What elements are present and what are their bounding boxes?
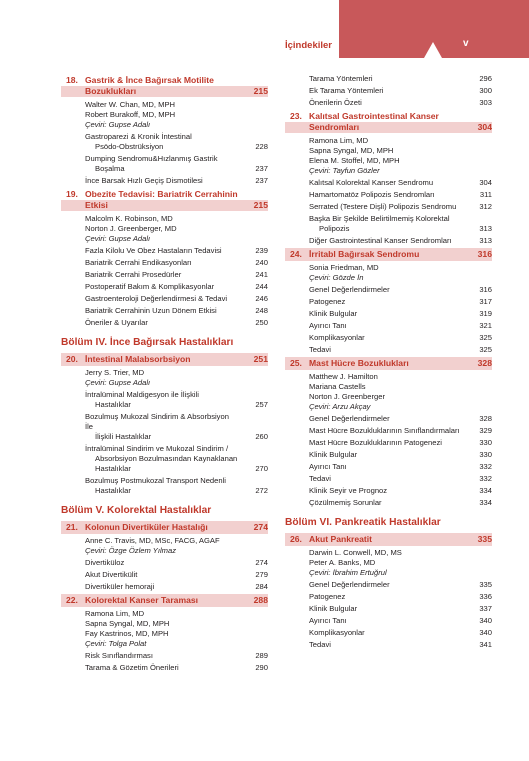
toc-entry[interactable] [285, 592, 492, 602]
author-name: Robert Burakoff, MD, MPH [85, 110, 176, 119]
entry-page: 272 [255, 486, 268, 495]
chapter-title-line: Kolorektal Kanser Taraması [85, 595, 199, 605]
entry-title-line: Klinik Bulgular [309, 309, 358, 318]
entry-title [309, 438, 462, 448]
entry-page: 330 [479, 438, 492, 447]
chapter-page: 215 [253, 86, 268, 96]
entry-title-line: Kalıtsal Kolorektal Kanser Sendromu [309, 178, 434, 187]
chapter-title-line: Gastrik & İnce Bağırsak Motilite [85, 75, 214, 85]
toc-entry[interactable] [61, 246, 268, 256]
chapter-authors [61, 100, 268, 130]
entry-title-line: İntralüminal Sindirim ve Mukozal Sindirim / [85, 444, 229, 453]
entry-page: 335 [479, 580, 492, 589]
chapter-title [309, 249, 464, 260]
author-name: Jerry S. Trier, MD [85, 368, 145, 377]
entry-title-line: Önerilerin Özeti [309, 98, 362, 107]
entry-title [309, 309, 462, 319]
chapter-number: 18. [66, 75, 78, 85]
entry-page: 312 [479, 202, 492, 211]
chapter-number: 21. [66, 522, 78, 532]
chapter-page: 288 [253, 595, 268, 605]
entry-title [85, 570, 238, 580]
chapter-page: 304 [477, 122, 492, 132]
entry-title-line: Genel Değerlendirmeler [309, 285, 390, 294]
toc-entry[interactable] [61, 132, 268, 152]
entry-title [85, 306, 238, 316]
translator-name: Çeviri: Arzu Akçay [309, 402, 371, 411]
entry-page: 311 [479, 190, 492, 199]
entry-title-line: Mast Hücre Bozukluklarının Sınıflandırmaları [309, 426, 460, 435]
entry-title-line: Divertiküloz [85, 558, 125, 567]
entry-title-line: Klinik Bulgular [309, 604, 358, 613]
entry-title [309, 426, 462, 436]
entry-page: 329 [479, 426, 492, 435]
toc-entry[interactable] [285, 321, 492, 331]
page-number: v [463, 38, 469, 49]
entry-page: 316 [479, 285, 492, 294]
entry-title [309, 178, 462, 188]
entry-title-line: Hastalıklar [95, 486, 131, 495]
chapter-title [85, 522, 240, 533]
entry-title [309, 486, 462, 496]
entry-title-line: Hamartomatöz Polipozis Sendromları [309, 190, 435, 199]
toc-entry[interactable] [61, 306, 268, 316]
entry-page: 241 [255, 270, 268, 279]
entry-page: 328 [479, 414, 492, 423]
entry-title [85, 663, 238, 673]
toc-entry[interactable] [61, 294, 268, 304]
header-triangle-decoration [424, 42, 442, 58]
translator-name: Çeviri: Gupse Adalı [85, 378, 151, 387]
entry-title [85, 294, 238, 304]
toc-entry[interactable] [285, 214, 492, 234]
entry-title [85, 258, 238, 268]
entry-title-line: Komplikasyonlar [309, 333, 365, 342]
entry-page: 270 [255, 464, 268, 473]
entry-title [85, 132, 238, 152]
toc-entry[interactable] [285, 426, 492, 436]
chapter-heading[interactable] [61, 188, 268, 212]
toc-entry[interactable] [285, 580, 492, 590]
part-heading: Bölüm V. Kolorektal Hastalıklar [61, 505, 212, 516]
author-name: Anne C. Travis, MD, MSc, FACG, AGAF [85, 536, 220, 545]
entry-title-line: Ayırıcı Tanı [309, 321, 347, 330]
author-name: Norton J. Greenberger, MD [85, 224, 177, 233]
chapter-title [309, 358, 464, 369]
toc-entry[interactable] [285, 86, 492, 96]
entry-page: 340 [479, 616, 492, 625]
translator-name: Çeviri: Gupse Adalı [85, 120, 151, 129]
chapter-number: 26. [290, 534, 302, 544]
chapter-number: 23. [290, 111, 302, 121]
entry-page: 248 [255, 306, 268, 315]
entry-page: 303 [479, 98, 492, 107]
entry-title-line: Ek Tarama Yöntemleri [309, 86, 384, 95]
entry-title [309, 333, 462, 343]
toc-entry[interactable] [285, 498, 492, 508]
header-title: İçindekiler [285, 40, 332, 51]
entry-title-line: İntralüminal Maldigesyon ile İlişkili [85, 390, 199, 399]
entry-title [309, 74, 462, 84]
toc-entry[interactable] [61, 570, 268, 580]
entry-page: 257 [255, 400, 268, 409]
part-heading: Bölüm VI. Pankreatik Hastalıklar [285, 517, 441, 528]
entry-title [85, 390, 238, 410]
toc-entry[interactable] [285, 628, 492, 638]
chapter-authors [61, 214, 268, 244]
entry-title-line: Tedavi [309, 345, 331, 354]
entry-title [309, 604, 462, 614]
entry-page: 228 [255, 142, 268, 151]
toc-entry[interactable] [285, 414, 492, 424]
part-heading: Bölüm IV. İnce Bağırsak Hastalıkları [61, 337, 234, 348]
entry-title [309, 616, 462, 626]
entry-title [309, 321, 462, 331]
entry-title-line: Risk Sınıflandırması [85, 651, 153, 660]
author-name: Ramona Lim, MD [309, 136, 369, 145]
entry-title [85, 558, 238, 568]
entry-page: 325 [479, 333, 492, 342]
author-name: Norton J. Greenberger [309, 392, 385, 401]
entry-title [309, 214, 462, 234]
entry-page: 321 [479, 321, 492, 330]
chapter-authors [61, 536, 268, 556]
entry-title [309, 628, 462, 638]
chapter-title-line: Mast Hücre Bozuklukları [309, 358, 409, 368]
entry-title [85, 246, 238, 256]
entry-title [85, 582, 238, 592]
toc-entry[interactable] [285, 309, 492, 319]
chapter-number: 24. [290, 249, 302, 259]
author-name: Fay Kastrinos, MD, MPH [85, 629, 169, 638]
chapter-title-line: İrritabl Bağırsak Sendromu [309, 249, 420, 259]
chapter-heading[interactable] [61, 353, 268, 366]
entry-title-line: Bozulmuş Mukozal Sindirim & Absorbsiyon İle [85, 412, 229, 431]
chapter-authors [61, 368, 268, 388]
chapter-heading[interactable] [285, 248, 492, 261]
toc-entry[interactable] [61, 282, 268, 292]
author-name: Elena M. Stoffel, MD, MPH [309, 156, 400, 165]
entry-page: 237 [255, 164, 268, 173]
chapter-authors [285, 263, 492, 283]
entry-title [309, 474, 462, 484]
entry-title-line: Çözülmemiş Sorunlar [309, 498, 382, 507]
entry-title [309, 580, 462, 590]
page-header [0, 0, 529, 58]
entry-page: 300 [479, 86, 492, 95]
chapter-number: 22. [66, 595, 78, 605]
entry-title-line: Tarama Yöntemleri [309, 74, 373, 83]
entry-page: 246 [255, 294, 268, 303]
toc-entry[interactable] [61, 476, 268, 496]
chapter-title-line: Obezite Tedavisi: Bariatrik Cerrahinin [85, 189, 238, 199]
toc-entry[interactable] [285, 616, 492, 626]
entry-title-line: Ayırıcı Tanı [309, 462, 347, 471]
chapter-heading[interactable] [285, 110, 492, 134]
translator-name: Çeviri: Tolga Polat [85, 639, 147, 648]
chapter-number: 25. [290, 358, 302, 368]
chapter-heading[interactable] [285, 533, 492, 546]
chapter-authors [285, 548, 492, 578]
translator-name: Çeviri: Gupse Adalı [85, 234, 151, 243]
entry-page: 341 [479, 640, 492, 649]
entry-title [85, 154, 238, 174]
entry-title-line: Tarama & Gözetim Önerileri [85, 663, 179, 672]
chapter-title-line: Akut Pankreatit [309, 534, 373, 544]
entry-title [309, 345, 462, 355]
chapter-heading[interactable] [61, 594, 268, 607]
chapter-number: 20. [66, 354, 78, 364]
author-name: Sapna Syngal, MD, MPH [85, 619, 170, 628]
entry-page: 330 [479, 450, 492, 459]
entry-title-line: Genel Değerlendirmeler [309, 414, 390, 423]
translator-name: Çeviri: Özge Özlem Yılmaz [85, 546, 177, 555]
entry-title-line: Divertiküler hemoraji [85, 582, 155, 591]
entry-page: 336 [479, 592, 492, 601]
entry-page: 237 [255, 176, 268, 185]
chapter-title [85, 75, 240, 97]
entry-page: 239 [255, 246, 268, 255]
toc-entry[interactable] [61, 318, 268, 328]
entry-title [309, 450, 462, 460]
entry-page: 325 [479, 345, 492, 354]
entry-page: 304 [479, 178, 492, 187]
toc-entry[interactable] [61, 390, 268, 410]
toc-entry[interactable] [285, 486, 492, 496]
entry-page: 332 [479, 462, 492, 471]
entry-title-line: Bozulmuş Postmukozal Transport Nedenli [85, 476, 226, 485]
toc-entry[interactable] [61, 176, 268, 186]
entry-page: 317 [479, 297, 492, 306]
chapter-page: 316 [477, 249, 492, 259]
translator-name: Çeviri: İbrahim Ertuğrul [309, 568, 387, 577]
toc-entry[interactable] [61, 154, 268, 174]
entry-title-line: Tedavi [309, 474, 331, 483]
entry-page: 274 [255, 558, 268, 567]
entry-page: 289 [255, 651, 268, 660]
toc-entry[interactable] [285, 178, 492, 188]
entry-page: 313 [479, 236, 492, 245]
chapter-title-line: Sendromları [285, 122, 492, 133]
toc-entry[interactable] [285, 450, 492, 460]
entry-title [309, 98, 462, 108]
author-name: Walter W. Chan, MD, MPH [85, 100, 176, 109]
toc-entry[interactable] [285, 190, 492, 200]
entry-title-line: Bariatrik Cerrahi Endikasyonları [85, 258, 192, 267]
entry-title-line: Komplikasyonlar [309, 628, 365, 637]
entry-title-line: Genel Değerlendirmeler [309, 580, 390, 589]
entry-title [309, 236, 462, 246]
entry-title [309, 190, 462, 200]
entry-title [309, 640, 462, 650]
chapter-title [85, 354, 240, 365]
entry-page: 290 [255, 663, 268, 672]
entry-title-line: Klinik Seyir ve Prognoz [309, 486, 388, 495]
entry-title [309, 592, 462, 602]
toc-entry[interactable] [285, 462, 492, 472]
author-name: Mariana Castells [309, 382, 366, 391]
toc-entry[interactable] [61, 558, 268, 568]
author-name: Ramona Lim, MD [85, 609, 145, 618]
chapter-title [309, 111, 464, 133]
entry-title-line: Polipozis [319, 224, 350, 233]
author-name: Darwin L. Conwell, MD, MS [309, 548, 402, 557]
chapter-authors [285, 136, 492, 176]
entry-title-line: Bariatrik Cerrahinin Uzun Dönem Etkisi [85, 306, 217, 315]
entry-title-line: Bariatrik Cerrahi Prosedürler [85, 270, 182, 279]
entry-title-line: Absorbsiyon Bozulmasından Kaynaklanan [95, 454, 238, 463]
entry-title-line: Akut Divertikülit [85, 570, 138, 579]
toc-entry[interactable] [61, 444, 268, 474]
author-name: Peter A. Banks, MD [309, 558, 376, 567]
entry-title [85, 476, 238, 496]
entry-title [309, 462, 462, 472]
toc-entry[interactable] [285, 202, 492, 212]
entry-title-line: Psödo-Obstrüksiyon [95, 142, 164, 151]
toc-entry[interactable] [61, 258, 268, 268]
toc-entry[interactable] [285, 604, 492, 614]
entry-page: 279 [255, 570, 268, 579]
chapter-authors [285, 372, 492, 412]
chapter-heading[interactable] [285, 357, 492, 370]
entry-title-line: Öneriler & Uyarılar [85, 318, 148, 327]
toc-right-column [285, 72, 492, 650]
toc-entry[interactable] [285, 640, 492, 650]
entry-title-line: Başka Bir Şekilde Belirtilmemiş Kolorektal [309, 214, 450, 223]
entry-title-line: Fazla Kilolu Ve Obez Hastaların Tedavisi [85, 246, 222, 255]
chapter-title [85, 595, 240, 606]
toc-entry[interactable] [285, 236, 492, 246]
chapter-page: 335 [477, 534, 492, 544]
chapter-title-line: Kolonun Divertiküler Hastalığı [85, 522, 208, 532]
chapter-title-line: Etkisi [61, 200, 268, 211]
entry-page: 244 [255, 282, 268, 291]
entry-title-line: Gastroenteroloji Değerlendirmesi & Tedavi [85, 294, 228, 303]
entry-title-line: Boşalma [95, 164, 125, 173]
entry-page: 284 [255, 582, 268, 591]
author-name: Malcolm K. Robinson, MD [85, 214, 173, 223]
entry-title [85, 176, 238, 186]
entry-title [309, 297, 462, 307]
entry-title [85, 444, 238, 474]
entry-title-line: Serrated (Testere Dişli) Polipozis Sendromu [309, 202, 457, 211]
toc-entry[interactable] [285, 297, 492, 307]
chapter-title-line: İntestinal Malabsorbsiyon [85, 354, 191, 364]
entry-title-line: Dumping Sendromu&Hızlanmış Gastrik [85, 154, 218, 163]
chapter-title [309, 534, 464, 545]
chapter-number: 19. [66, 189, 78, 199]
toc-entry[interactable] [61, 651, 268, 661]
toc-entry[interactable] [285, 285, 492, 295]
entry-title [309, 202, 462, 212]
entry-page: 240 [255, 258, 268, 267]
entry-title-line: Tedavi [309, 640, 331, 649]
entry-page: 296 [479, 74, 492, 83]
toc-entry[interactable] [285, 98, 492, 108]
translator-name: Çeviri: Tayfun Gözler [309, 166, 380, 175]
entry-title [85, 318, 238, 328]
chapter-page: 274 [253, 522, 268, 532]
entry-title-line: Postoperatif Bakım & Komplikasyonlar [85, 282, 215, 291]
entry-title-line: Diğer Gastrointestinal Kanser Sendromları [309, 236, 452, 245]
toc-entry[interactable] [285, 333, 492, 343]
chapter-page: 215 [253, 200, 268, 210]
toc-entry[interactable] [61, 663, 268, 673]
entry-page: 334 [479, 486, 492, 495]
entry-title-line: İnce Barsak Hızlı Geçiş Dismotilesi [85, 176, 203, 185]
toc-entry[interactable] [285, 74, 492, 84]
toc-entry[interactable] [285, 345, 492, 355]
chapter-authors [61, 609, 268, 649]
toc-entry[interactable] [61, 270, 268, 280]
entry-title [309, 86, 462, 96]
entry-title-line: Gastroparezi & Kronik İntestinal [85, 132, 192, 141]
entry-page: 313 [479, 224, 492, 233]
entry-page: 250 [255, 318, 268, 327]
entry-title-line: Patogenez [309, 592, 346, 601]
entry-title-line: Hastalıklar [95, 400, 131, 409]
chapter-page: 251 [253, 354, 268, 364]
chapter-title [85, 189, 240, 211]
chapter-heading[interactable] [61, 521, 268, 534]
entry-page: 319 [479, 309, 492, 318]
toc-entry[interactable] [61, 582, 268, 592]
toc-entry[interactable] [61, 412, 268, 442]
toc-entry[interactable] [285, 474, 492, 484]
entry-title [309, 285, 462, 295]
entry-page: 332 [479, 474, 492, 483]
entry-title [85, 282, 238, 292]
author-name: Sonia Friedman, MD [309, 263, 379, 272]
translator-name: Çeviri: Gözde İn [309, 273, 364, 282]
entry-title [85, 412, 238, 442]
chapter-page: 328 [477, 358, 492, 368]
author-name: Sapna Syngal, MD, MPH [309, 146, 394, 155]
entry-title-line: Patogenez [309, 297, 346, 306]
entry-title [85, 651, 238, 661]
entry-page: 334 [479, 498, 492, 507]
entry-page: 340 [479, 628, 492, 637]
toc-entry[interactable] [285, 438, 492, 448]
toc-left-column [61, 72, 268, 673]
entry-title [85, 270, 238, 280]
entry-page: 337 [479, 604, 492, 613]
entry-title-line: Hastalıklar [95, 464, 131, 473]
entry-title-line: Mast Hücre Bozukluklarının Patogenezi [309, 438, 442, 447]
chapter-title-line: Bozuklukları [61, 86, 268, 97]
entry-title [309, 414, 462, 424]
entry-title-line: Klinik Bulgular [309, 450, 358, 459]
entry-title-line: Ayırıcı Tanı [309, 616, 347, 625]
entry-title-line: İlişkili Hastalıklar [95, 432, 152, 441]
entry-title [309, 498, 462, 508]
chapter-title-line: Kalıtsal Gastrointestinal Kanser [309, 111, 439, 121]
entry-page: 260 [255, 432, 268, 441]
author-name: Matthew J. Hamilton [309, 372, 378, 381]
chapter-heading[interactable] [61, 74, 268, 98]
